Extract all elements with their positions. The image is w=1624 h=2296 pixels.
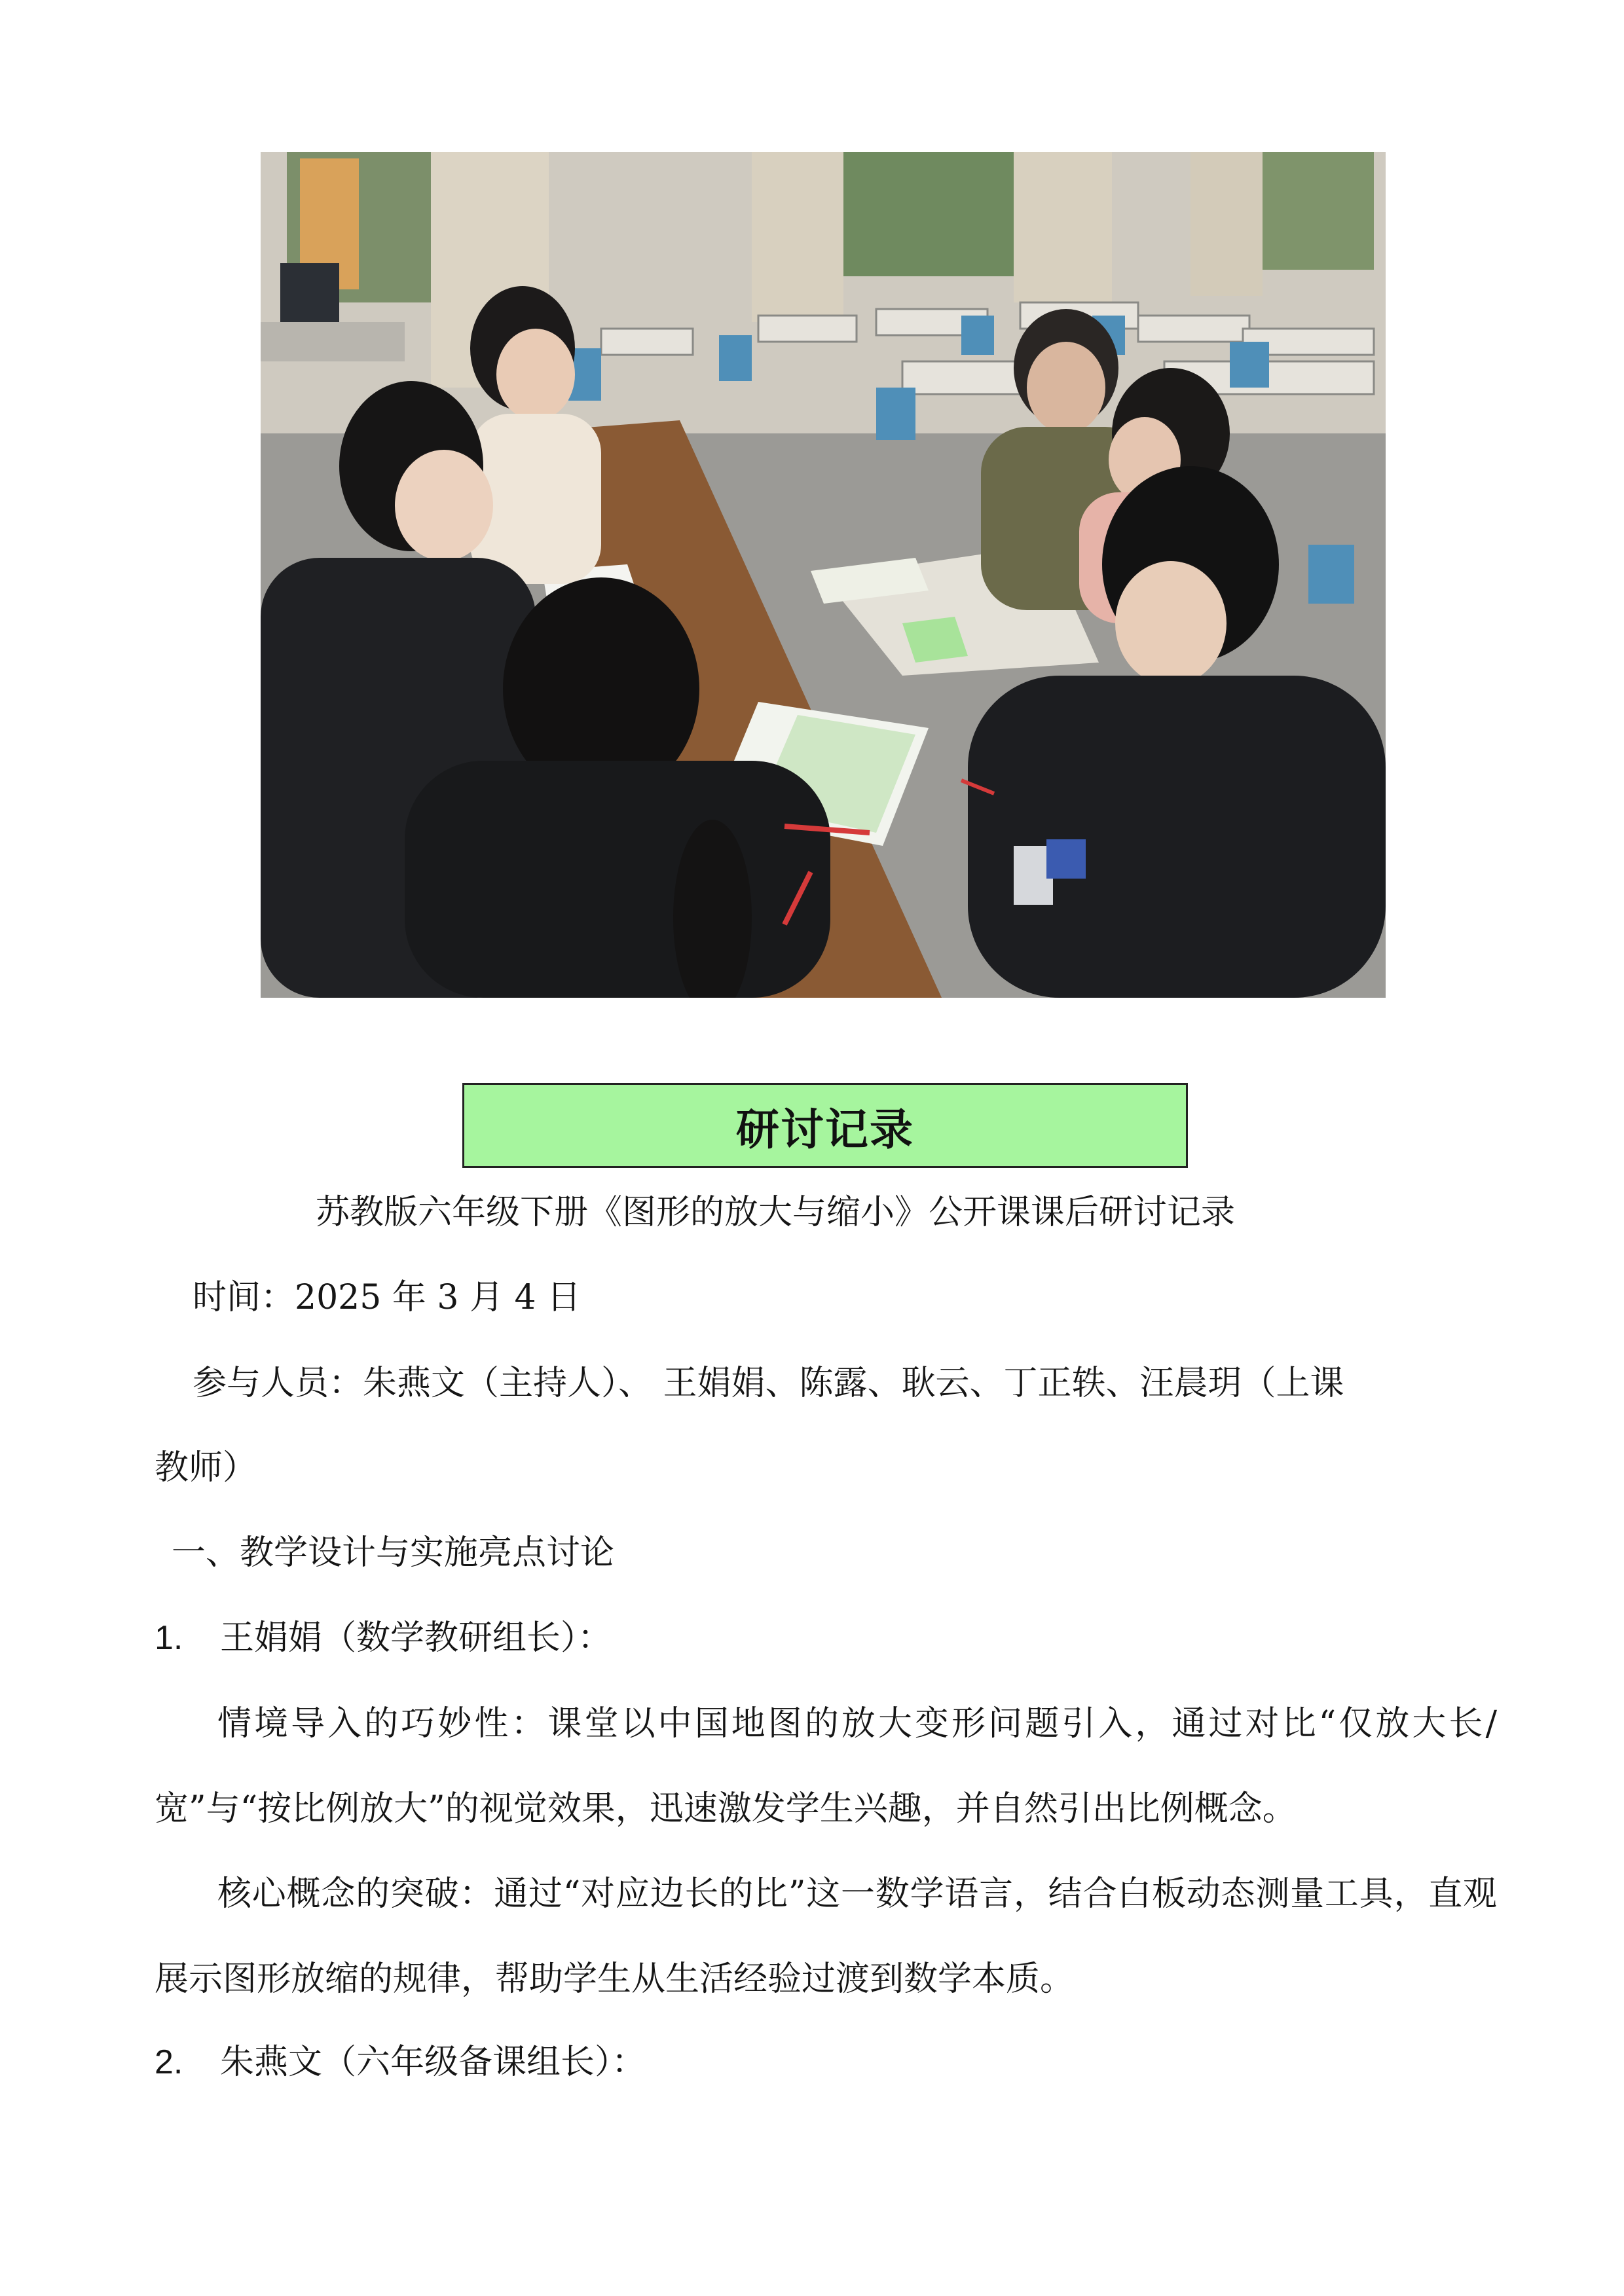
list-item-2	[155, 2041, 646, 2083]
title-box	[462, 1083, 1188, 1168]
list-item-1	[155, 1617, 612, 1659]
photo-illustration	[261, 152, 1386, 998]
subtitle: 苏教版六年级下册《图形的放大与缩小》公开课课后研讨记录	[316, 1193, 1236, 1232]
participants-line-1: 参与人员：朱燕文（主持人）、 王娟娟、陈露、耿云、丁正轶、汪晨玥（上课	[193, 1364, 1344, 1403]
list-item-2-title: 朱燕文（六年级备课组长）：	[220, 2043, 646, 2082]
discussion-photo	[261, 152, 1386, 998]
paragraph-context-intro: 情境导入的巧妙性：课堂以中国地图的放大变形问题引入，通过对比“仅放大长/宽”与“按比例放大”的视觉效果，迅速激发学生兴趣，并自然引出比例概念。	[155, 1704, 1497, 1829]
meeting-time: 时间：2025 年 3 月 4 日	[193, 1278, 581, 1317]
participants-line-2: 教师）	[155, 1448, 257, 1487]
list-item-1-title: 王娟娟（数学教研组长）：	[220, 1618, 612, 1658]
list-item-1-number: 1.	[155, 1619, 183, 1657]
section-heading-1: 一、教学设计与实施亮点讨论	[172, 1533, 615, 1573]
list-item-2-number: 2.	[155, 2043, 183, 2081]
paragraph-core-concept: 核心概念的突破：通过“对应边长的比”这一数学语言，结合白板动态测量工具，直观展示图形放缩的规律，帮助学生从生活经验过渡到数学本质。	[155, 1874, 1497, 1999]
record-title: 研讨记录	[736, 1104, 914, 1155]
